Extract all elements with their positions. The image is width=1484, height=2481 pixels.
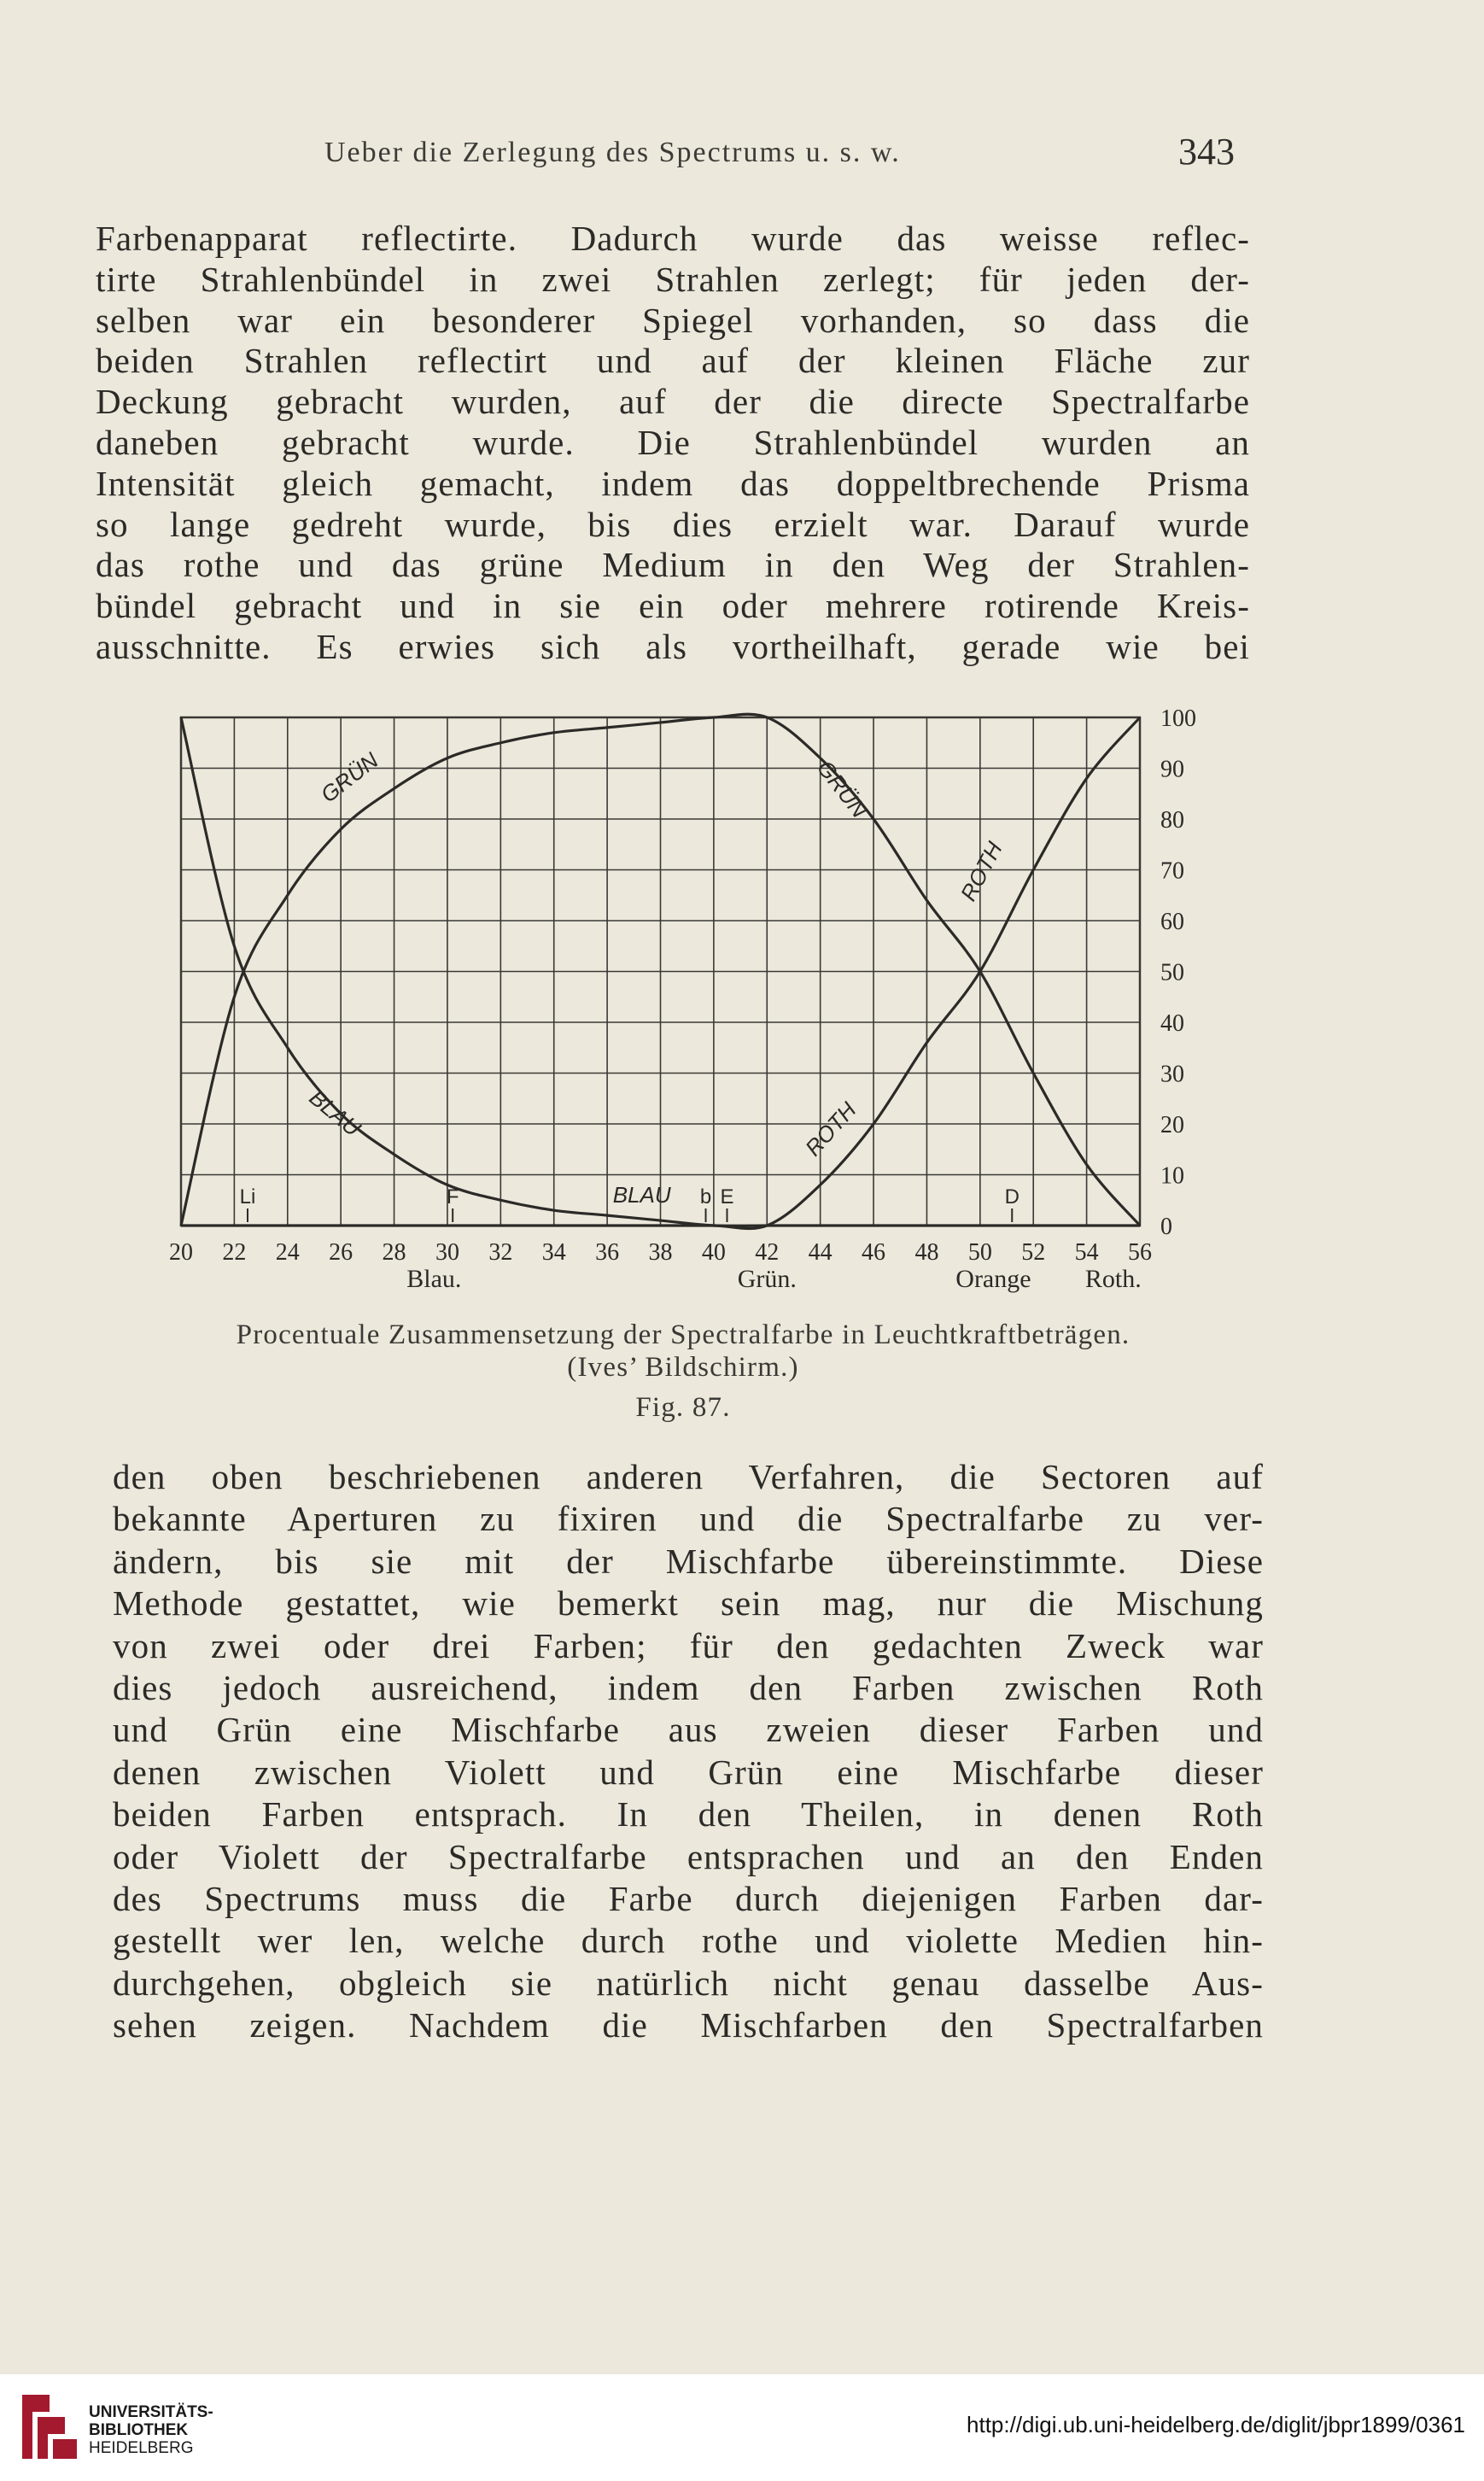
x-tick-label: 32 bbox=[488, 1239, 513, 1266]
spectral-line-marker: F bbox=[446, 1185, 459, 1208]
y-tick-label: 90 bbox=[1160, 756, 1184, 783]
figure-87-chart bbox=[154, 692, 1247, 1307]
y-tick-label: 10 bbox=[1160, 1162, 1184, 1190]
figure-caption-source: (Ives’ Bildschirm.) bbox=[567, 1352, 799, 1383]
text-line: das rothe und das grüne Medium in den Weg der Strahlen- bbox=[96, 545, 1250, 585]
x-tick-label: 52 bbox=[1021, 1239, 1046, 1266]
text-line: Deckung gebracht wurden, auf der die directe Spectralfarbe bbox=[96, 382, 1250, 422]
spectral-composition-chart bbox=[154, 692, 1247, 1307]
library-logo-icon bbox=[15, 2386, 84, 2467]
text-line: bekannte Aperturen zu fixiren und die Spectralfarbe zu ver- bbox=[113, 1499, 1264, 1539]
y-tick-label: 60 bbox=[1160, 909, 1184, 935]
text-line: bündel gebracht und in sie ein oder mehrere rotirende Kreis- bbox=[96, 586, 1250, 626]
text-line: den oben beschriebenen anderen Verfahren, die Sectoren auf bbox=[113, 1457, 1264, 1496]
y-tick-label: 80 bbox=[1160, 807, 1184, 834]
institution-line-1: UNIVERSITÄTS- bbox=[89, 2403, 213, 2421]
region-label: Orange bbox=[955, 1265, 1031, 1293]
page-number: 343 bbox=[1178, 131, 1235, 173]
x-tick-label: 26 bbox=[329, 1239, 353, 1266]
x-tick-label: 48 bbox=[914, 1239, 939, 1266]
text-line: beiden Strahlen reflectirt und auf der kleinen Fläche zur bbox=[96, 341, 1250, 381]
y-tick-label: 40 bbox=[1160, 1010, 1184, 1037]
curve-label: GRÜN bbox=[812, 755, 873, 823]
spectral-line-marker: b bbox=[699, 1185, 712, 1208]
footer-institution bbox=[89, 2403, 213, 2457]
y-tick-label: 70 bbox=[1160, 857, 1184, 885]
spectral-line-marker: D bbox=[1004, 1185, 1020, 1208]
text-line: so lange gedreht wurde, bis dies erzielt war. Darauf wurde bbox=[96, 504, 1250, 544]
text-line: selben war ein besonderer Spiegel vorhanden, so dass die bbox=[96, 300, 1250, 340]
spectral-line-marker: Li bbox=[239, 1185, 256, 1208]
x-tick-label: 22 bbox=[222, 1239, 247, 1266]
text-line: von zwei oder drei Farben; für den gedachten Zweck war bbox=[113, 1625, 1264, 1665]
text-line: oder Violett der Spectralfarbe entsprachen und an den Enden bbox=[113, 1836, 1264, 1876]
text-line: sehen zeigen. Nachdem die Mischfarben den Spectralfarben bbox=[113, 2005, 1264, 2045]
x-tick-label: 36 bbox=[595, 1239, 620, 1266]
running-head: Ueber die Zerlegung des Spectrums u. s. w. bbox=[324, 137, 901, 168]
x-tick-label: 44 bbox=[808, 1239, 833, 1266]
curve-label: BLAU bbox=[612, 1182, 671, 1208]
text-line: durchgehen, obgleich sie natürlich nicht genau dasselbe Aus- bbox=[113, 1963, 1264, 2003]
x-tick-label: 30 bbox=[435, 1239, 459, 1266]
y-tick-label: 30 bbox=[1160, 1061, 1184, 1088]
institution-line-3: HEIDELBERG bbox=[89, 2439, 194, 2457]
x-tick-label: 50 bbox=[967, 1239, 992, 1266]
x-tick-label: 38 bbox=[648, 1239, 673, 1266]
text-line: beiden Farben entsprach. In den Theilen, in denen Roth bbox=[113, 1794, 1264, 1834]
curve-label: ROTH bbox=[955, 837, 1008, 905]
paragraph-1 bbox=[96, 219, 1250, 668]
figure-number: Fig. 87. bbox=[635, 1392, 731, 1423]
text-line: des Spectrums muss die Farbe durch diejenigen Farben dar- bbox=[113, 1879, 1264, 1919]
region-label: Roth. bbox=[1084, 1265, 1142, 1293]
y-tick-label: 100 bbox=[1160, 705, 1196, 732]
text-line: Farbenapparat reflectirte. Dadurch wurde das weisse reflec- bbox=[96, 219, 1250, 258]
curve-label: BLAU bbox=[304, 1084, 366, 1142]
x-tick-label: 42 bbox=[755, 1239, 780, 1266]
x-tick-label: 24 bbox=[275, 1239, 300, 1266]
paragraph-2 bbox=[113, 1456, 1264, 2047]
x-tick-label: 20 bbox=[169, 1239, 193, 1266]
footer-bar bbox=[0, 2374, 1484, 2481]
y-tick-label: 50 bbox=[1160, 959, 1184, 986]
text-line: denen zwischen Violett und Grün eine Mischfarbe dieser bbox=[113, 1752, 1264, 1792]
text-line: und Grün eine Mischfarbe aus zweien dieser Farben und bbox=[113, 1710, 1264, 1750]
curve-label: ROTH bbox=[799, 1097, 862, 1162]
text-line: ändern, bis sie mit der Mischfarbe übereinstimmte. Diese bbox=[113, 1541, 1264, 1581]
y-tick-label: 0 bbox=[1160, 1214, 1172, 1240]
x-tick-label: 46 bbox=[862, 1239, 886, 1266]
spectral-line-marker: E bbox=[720, 1185, 734, 1208]
text-line: ausschnitte. Es erwies sich als vortheilhaft, gerade wie bei bbox=[96, 626, 1250, 666]
x-tick-label: 34 bbox=[541, 1239, 566, 1266]
text-line: tirte Strahlenbündel in zwei Strahlen zerlegt; für jeden der- bbox=[96, 259, 1250, 299]
text-line: Intensität gleich gemacht, indem das doppeltbrechende Prisma bbox=[96, 463, 1250, 503]
x-tick-label: 56 bbox=[1128, 1239, 1152, 1266]
region-label: Blau. bbox=[406, 1265, 462, 1293]
text-line: gestellt wer len, welche durch rothe und violette Medien hin- bbox=[113, 1921, 1264, 1961]
curve-label: GRÜN bbox=[315, 746, 383, 808]
text-line: Methode gestattet, wie bemerkt sein mag, nur die Mischung bbox=[113, 1583, 1264, 1624]
region-label: Grün. bbox=[737, 1265, 797, 1293]
x-tick-label: 54 bbox=[1074, 1239, 1099, 1266]
x-tick-label: 28 bbox=[382, 1239, 406, 1266]
y-tick-label: 20 bbox=[1160, 1112, 1184, 1138]
x-tick-label: 40 bbox=[701, 1239, 726, 1266]
text-line: dies jedoch ausreichend, indem den Farben zwischen Roth bbox=[113, 1668, 1264, 1708]
institution-line-2: BIBLIOTHEK bbox=[89, 2421, 189, 2439]
figure-caption: Procentuale Zusammensetzung der Spectralfarbe in Leuchtkraftbeträgen. bbox=[236, 1319, 1131, 1350]
text-line: daneben gebracht wurde. Die Strahlenbündel wurden an bbox=[96, 422, 1250, 462]
footer-url-link[interactable]: http://digi.ub.uni-heidelberg.de/diglit/jbpr1899/0361 bbox=[967, 2412, 1465, 2437]
